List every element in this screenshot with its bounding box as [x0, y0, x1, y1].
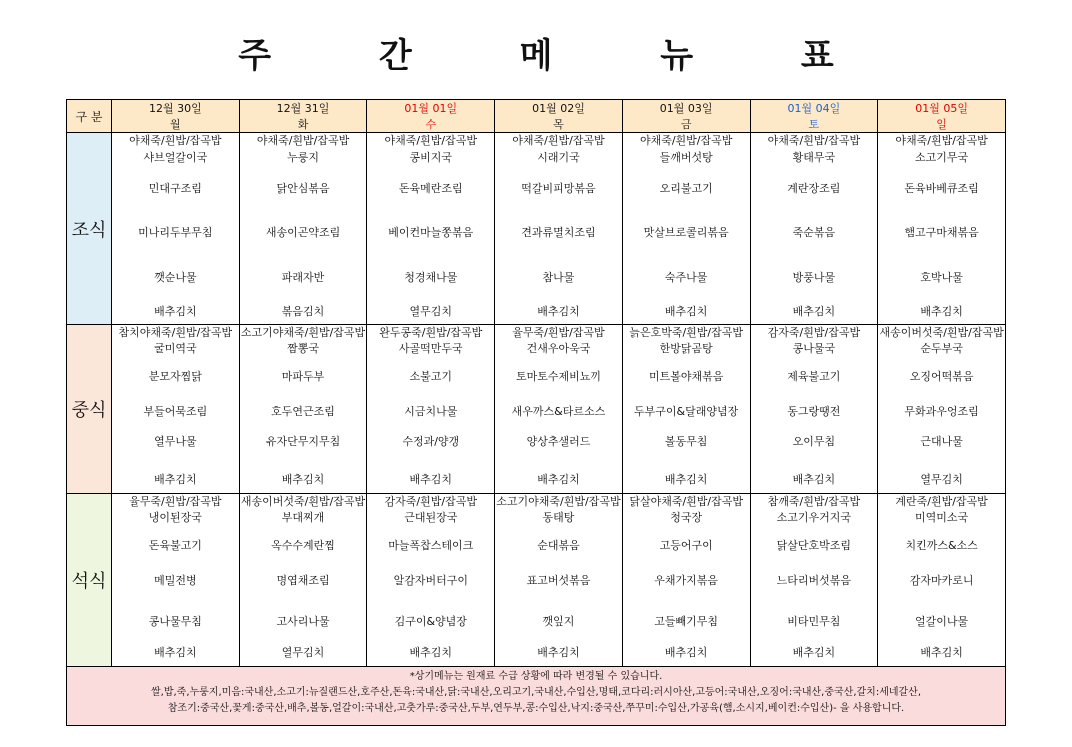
breakfast-row: [67, 133, 1006, 325]
menu-item: 표고버섯볶음: [526, 574, 591, 587]
menu-item: 배추김치: [154, 305, 197, 318]
menu-item: 유자단무지무침: [265, 435, 341, 448]
menu-item: 배추김치: [409, 646, 453, 659]
weekday-cell: 금: [622, 116, 750, 133]
date-header-row: [67, 100, 1006, 117]
date-cell: 12월 31일: [239, 100, 367, 117]
menu-item: 깻순나물: [154, 271, 197, 284]
menu-item: 미나리두부무침: [138, 226, 213, 239]
menu-item: 마파두부: [281, 370, 325, 383]
dinner-menu-cell: [495, 494, 623, 667]
menu-item: 참치야채죽/흰밥/잡곡밥: [118, 326, 233, 339]
menu-item: 수정과/양갱: [402, 435, 460, 448]
date-cell: 01월 03일: [622, 100, 750, 117]
menu-item: 열무김치: [409, 305, 453, 318]
menu-item: 깻잎지: [542, 615, 575, 628]
menu-item: 근대된장국: [404, 511, 458, 524]
lunch-row: [67, 325, 1006, 494]
date-cell: 01월 02일: [495, 100, 623, 117]
note-line-3: 참조기:중국산,꽃게:중국산,배추,볼동,얼갈이:국내산,고춧가루:중국산,두부,연두부,콩:수입산,낙지:중국산,쭈꾸미:수입산,가공육(햄,소시지,베이컨:수입산)- 을 사용합니다.: [167, 703, 905, 714]
menu-item: 새송이버섯죽/흰밥/잡곡밥: [879, 326, 1004, 339]
menu-item: 동태탕: [542, 511, 575, 524]
menu-item: 들깨버섯탕: [659, 151, 713, 164]
menu-item: 김구이&양념장: [394, 615, 467, 628]
menu-item: 순대볶음: [537, 539, 580, 552]
menu-item: 감자죽/흰밥/잡곡밥: [767, 326, 861, 339]
menu-item: 두부구이&달래양념장: [634, 405, 739, 418]
menu-item: 배추김치: [664, 473, 708, 486]
menu-item: 청국장: [670, 511, 703, 524]
breakfast-menu-cell: [495, 133, 623, 325]
menu-item: 마늘폭찹스테이크: [388, 539, 474, 552]
menu-item: 짬뽕국: [287, 342, 319, 355]
menu-item: 배추김치: [664, 305, 708, 318]
weekday-header-row: [67, 116, 1006, 133]
page-title: 주 간 메 뉴 표: [238, 36, 882, 76]
weekday-cell: 월: [112, 116, 240, 133]
menu-item: 돈육불고기: [148, 539, 202, 552]
menu-item: 야채죽/흰밥/잡곡밥: [256, 134, 350, 147]
menu-item: 야채죽/흰밥/잡곡밥: [895, 134, 988, 147]
menu-item: 배추김치: [154, 473, 197, 486]
weekday-cell: 토: [750, 116, 878, 133]
menu-item: 소불고기: [409, 370, 453, 383]
menu-item: 부대찌개: [281, 511, 325, 524]
menu-item: 방풍나물: [792, 271, 836, 284]
dinner-menu-cell: [750, 494, 878, 667]
menu-item: 콩비지국: [409, 151, 453, 164]
menu-item: 근대나물: [920, 435, 963, 448]
menu-item: 부들어묵조림: [143, 405, 208, 418]
note-line-1: *상기메뉴는 원재료 수급 상황에 따라 변경될 수 있습니다.: [409, 671, 663, 682]
menu-item: 소고기무국: [915, 151, 969, 164]
lunch-label: 중식: [67, 325, 112, 494]
menu-item: 얼갈이나물: [915, 615, 969, 628]
date-cell: 01월 01일: [367, 100, 495, 117]
menu-item: 느타리버섯볶음: [776, 574, 852, 587]
weekday-cell: 일: [878, 116, 1006, 133]
menu-item: 참깨죽/흰밥/잡곡밥: [767, 495, 861, 508]
menu-item: 돈육메란조림: [398, 182, 463, 195]
menu-item: 배추김치: [281, 473, 325, 486]
menu-item: 오징어떡볶음: [909, 370, 974, 383]
menu-item: 소고기야채죽/흰밥/잡곡밥: [240, 326, 366, 339]
notes-row: [67, 667, 1006, 726]
menu-item: 배추김치: [792, 646, 836, 659]
menu-item: 베이컨마늘쫑볶음: [388, 226, 474, 239]
menu-item: 고등어구이: [659, 539, 713, 552]
menu-item: 누룽지: [287, 151, 319, 164]
dinner-menu-cell: [112, 494, 240, 667]
menu-item: 호박나물: [920, 271, 963, 284]
menu-item: 치킨까스&소스: [905, 539, 978, 552]
menu-item: 배추김치: [920, 646, 963, 659]
lunch-menu-cell: [495, 325, 623, 494]
menu-item: 숙주나물: [664, 271, 708, 284]
menu-item: 배추김치: [537, 473, 580, 486]
weekday-cell: 목: [495, 116, 623, 133]
menu-item: 샤브얼갈이국: [143, 151, 208, 164]
menu-item: 새우까스&타르소스: [511, 405, 606, 418]
menu-item: 야채죽/흰밥/잡곡밥: [767, 134, 861, 147]
menu-item: 파래자반: [281, 271, 325, 284]
menu-item: 야채죽/흰밥/잡곡밥: [639, 134, 733, 147]
menu-item: 제육불고기: [787, 370, 841, 383]
menu-item: 우채가지볶음: [654, 574, 719, 587]
menu-item: 배추김치: [792, 473, 836, 486]
breakfast-menu-cell: [367, 133, 495, 325]
menu-item: 배추김치: [154, 646, 197, 659]
menu-item: 배추김치: [537, 305, 580, 318]
breakfast-menu-cell: [878, 133, 1006, 325]
lunch-menu-cell: [112, 325, 240, 494]
menu-item: 오리불고기: [659, 182, 713, 195]
lunch-menu-cell: [750, 325, 878, 494]
menu-item: 계란죽/흰밥/잡곡밥: [895, 495, 988, 508]
menu-item: 닭살야채죽/흰밥/잡곡밥: [629, 495, 743, 508]
menu-item: 고사리나물: [276, 615, 330, 628]
menu-item: 열무나물: [154, 435, 197, 448]
menu-item: 율무죽/흰밥/잡곡밥: [129, 495, 222, 508]
menu-item: 한방닭곰탕: [659, 342, 713, 355]
menu-item: 옥수수계란찜: [271, 539, 335, 552]
menu-item: 굴미역국: [154, 342, 197, 355]
menu-item: 배추김치: [664, 646, 708, 659]
menu-item: 배추김치: [920, 305, 963, 318]
menu-item: 콩나물국: [792, 342, 836, 355]
menu-item: 토마토수제비뇨끼: [515, 370, 601, 383]
breakfast-menu-cell: [750, 133, 878, 325]
menu-item: 메밀전병: [154, 574, 197, 587]
menu-item: 민대구조림: [148, 182, 202, 195]
menu-item: 열무김치: [281, 646, 325, 659]
menu-item: 감자마카로니: [909, 574, 974, 587]
menu-item: 건새우아욱국: [526, 342, 591, 355]
menu-item: 배추김치: [409, 473, 453, 486]
menu-item: 소고기우거지국: [776, 511, 852, 524]
lunch-menu-cell: [367, 325, 495, 494]
menu-item: 율무죽/흰밥/잡곡밥: [512, 326, 605, 339]
menu-item: 계란장조림: [787, 182, 841, 195]
note-line-2: 쌀,밥,죽,누룽지,미음:국내산,소고기:뉴질랜드산,호주산,돈육:국내산,닭:국내산,오리고기,국내산,수입산,명태,코다리:러시아산,고등어:국내산,오징어:국내산,중국산,갈치:세네갈산,: [150, 687, 922, 698]
menu-item: 야채죽/흰밥/잡곡밥: [512, 134, 605, 147]
menu-item: 볶음김치: [281, 305, 325, 318]
menu-item: 무화과우엉조림: [904, 405, 979, 418]
weekday-cell: 화: [239, 116, 367, 133]
menu-item: 동그랑땡전: [787, 405, 841, 418]
breakfast-menu-cell: [239, 133, 367, 325]
menu-item: 미트볼야채볶음: [648, 370, 724, 383]
menu-item: 떡갈비피망볶음: [521, 182, 596, 195]
menu-item: 순두부국: [920, 342, 963, 355]
menu-item: 햄고구마채볶음: [904, 226, 979, 239]
menu-item: 황태무국: [792, 151, 836, 164]
menu-item: 닭안심볶음: [276, 182, 330, 195]
menu-item: 시금치나물: [404, 405, 458, 418]
dinner-label: 석식: [67, 494, 112, 667]
menu-item: 분모자찜닭: [148, 370, 202, 383]
date-cell: 01월 05일: [878, 100, 1006, 117]
menu-item: 오이무침: [792, 435, 836, 448]
menu-item: 알감자버터구이: [393, 574, 468, 587]
menu-item: 새송이곤약조림: [265, 226, 341, 239]
menu-item: 야채죽/흰밥/잡곡밥: [384, 134, 477, 147]
menu-item: 돈육바베큐조림: [904, 182, 979, 195]
weekly-menu-table: [66, 99, 1006, 726]
menu-item: 죽순볶음: [792, 226, 836, 239]
menu-item: 콩나물무침: [148, 615, 202, 628]
menu-item: 참나물: [542, 271, 575, 284]
dinner-menu-cell: [878, 494, 1006, 667]
menu-item: 닭살단호박조림: [776, 539, 852, 552]
lunch-menu-cell: [239, 325, 367, 494]
date-cell: 12월 30일: [112, 100, 240, 117]
breakfast-menu-cell: [112, 133, 240, 325]
menu-item: 야채죽/흰밥/잡곡밥: [129, 134, 222, 147]
menu-item: 볼동무침: [664, 435, 708, 448]
menu-item: 완두콩죽/흰밥/잡곡밥: [379, 326, 483, 339]
menu-item: 고들빼기무침: [654, 615, 719, 628]
breakfast-label: 조식: [67, 133, 112, 325]
gubun-header: 구 분: [67, 100, 112, 133]
menu-item: 견과류멸치조림: [521, 226, 596, 239]
menu-item: 소고기야채죽/흰밥/잡곡밥: [496, 495, 621, 508]
date-cell: 01월 04일: [750, 100, 878, 117]
menu-item: 새송이버섯죽/흰밥/잡곡밥: [240, 495, 366, 508]
notes-cell: [67, 667, 1006, 726]
menu-item: 열무김치: [920, 473, 963, 486]
lunch-menu-cell: [622, 325, 750, 494]
menu-item: 청경채나물: [404, 271, 458, 284]
menu-item: 사골떡만두국: [398, 342, 463, 355]
breakfast-menu-cell: [622, 133, 750, 325]
dinner-menu-cell: [622, 494, 750, 667]
menu-item: 미역미소국: [915, 511, 969, 524]
menu-item: 배추김치: [792, 305, 836, 318]
menu-item: 냉이된장국: [148, 511, 202, 524]
menu-item: 맛살브로콜리볶음: [643, 226, 729, 239]
menu-item: 배추김치: [537, 646, 580, 659]
weekday-cell: 수: [367, 116, 495, 133]
dinner-menu-cell: [367, 494, 495, 667]
menu-item: 늙은호박죽/흰밥/잡곡밥: [629, 326, 743, 339]
lunch-menu-cell: [878, 325, 1006, 494]
menu-item: 비타민무침: [787, 615, 841, 628]
dinner-row: [67, 494, 1006, 667]
menu-item: 호두연근조림: [271, 405, 335, 418]
menu-item: 감자죽/흰밥/잡곡밥: [384, 495, 477, 508]
menu-item: 양상추샐러드: [526, 435, 591, 448]
menu-item: 시래기국: [537, 151, 580, 164]
dinner-menu-cell: [239, 494, 367, 667]
menu-item: 명엽채조림: [276, 574, 330, 587]
